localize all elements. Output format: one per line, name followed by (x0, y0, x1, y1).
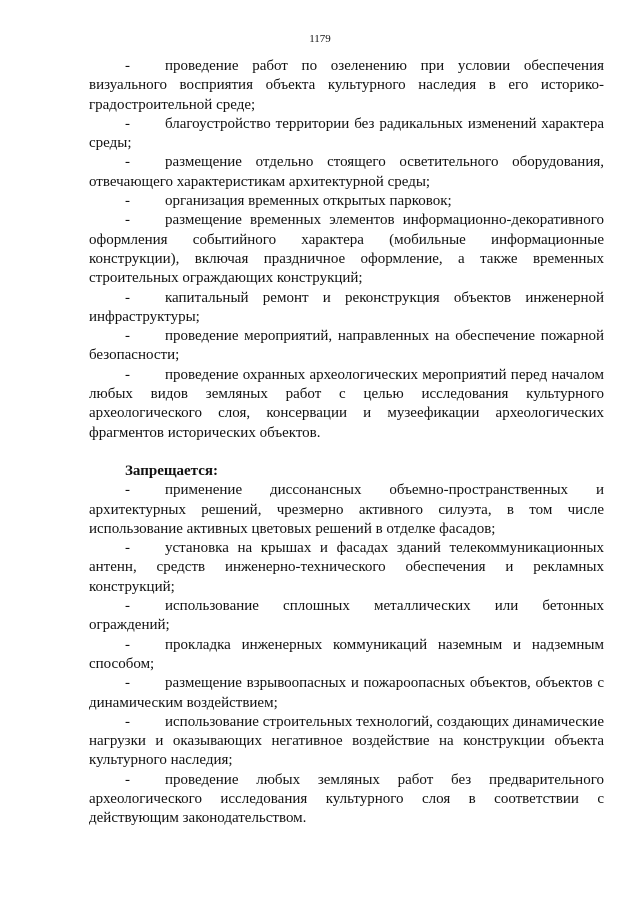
page-number: 1179 (309, 33, 331, 45)
prohibited-list (89, 481, 604, 828)
list-item-text: размещение отдельно стоящего осветительного оборудования, отвечающего характеристикам архитектурной среды; (89, 154, 604, 190)
dash-marker: - (125, 154, 130, 171)
list-item (89, 153, 604, 192)
list-item (89, 366, 604, 443)
dash-marker: - (125, 366, 130, 383)
dash-marker: - (125, 193, 130, 210)
list-item-text: использование сплошных металлических или бетонных ограждений; (89, 598, 604, 634)
list-item-text: установка на крышах и фасадах зданий телекоммуникационных антенн, средств инженерно-технического обеспечения и рекламных конструкций; (89, 540, 604, 595)
list-item-text: размещение временных элементов информационно-декоративного оформления событийного характера (мобильные информационные конструкции), включая праздничное оформление, а также временных строительных ограждающих конструкций; (89, 212, 604, 287)
list-item (89, 674, 604, 713)
list-item (89, 327, 604, 366)
dash-marker: - (125, 598, 130, 615)
dash-marker: - (125, 482, 130, 499)
list-item (89, 192, 604, 211)
dash-marker: - (125, 540, 130, 557)
list-item (89, 539, 604, 597)
list-item-text: размещение взрывоопасных и пожароопасных объектов, объектов с динамическим воздействием; (89, 675, 604, 711)
list-item (89, 597, 604, 636)
list-item (89, 289, 604, 328)
list-item (89, 115, 604, 154)
dash-marker: - (125, 771, 130, 788)
dash-marker: - (125, 212, 130, 229)
list-item-text: использование строительных технологий, создающих динамические нагрузки и оказывающих негативное воздействие на конструкции объекта культурного наследия; (89, 713, 604, 769)
list-item-text: организация временных открытых парковок; (165, 193, 452, 210)
list-item-text: проведение мероприятий, направленных на обеспечение пожарной безопасности; (89, 328, 604, 364)
document-body (89, 57, 604, 829)
list-item-text: благоустройство территории без радикальных изменений характера среды; (89, 115, 604, 152)
dash-marker: - (125, 58, 130, 74)
list-item-text: прокладка инженерных коммуникаций наземным и надземным способом; (89, 636, 604, 672)
list-item (89, 713, 604, 771)
dash-marker: - (125, 675, 130, 692)
list-item-text: проведение работ по озеленению при условии обеспечения визуального восприятия объекта культурного наследия в его историко-градостроительной среде; (89, 58, 604, 113)
list-item (89, 771, 604, 829)
list-item (89, 57, 604, 115)
list-item-text: проведение охранных археологических мероприятий перед началом любых видов земляных работ с целью исследования культурного археологического слоя, консервации и музеефикации археологических фрагментов исторических объектов. (89, 366, 604, 441)
list-item (89, 636, 604, 675)
allowed-list (89, 57, 604, 443)
dash-marker: - (125, 115, 130, 132)
prohibited-heading: Запрещается: (125, 462, 219, 479)
list-item-text: применение диссонансных объемно-пространственных и архитектурных решений, чрезмерно активного силуэта, в том числе использование активных цветовых решений в отделке фасадов; (89, 482, 604, 537)
dash-marker: - (125, 289, 130, 306)
list-item-text: капитальный ремонт и реконструкция объектов инженерной инфраструктуры; (89, 289, 604, 325)
list-item (89, 481, 604, 539)
dash-marker: - (125, 713, 130, 730)
list-item (89, 211, 604, 288)
list-item-text: проведение любых земляных работ без предварительного археологического исследования культурного слоя в соответствии с действующим законодательством. (89, 771, 604, 827)
dash-marker: - (125, 636, 130, 653)
dash-marker: - (125, 328, 130, 345)
